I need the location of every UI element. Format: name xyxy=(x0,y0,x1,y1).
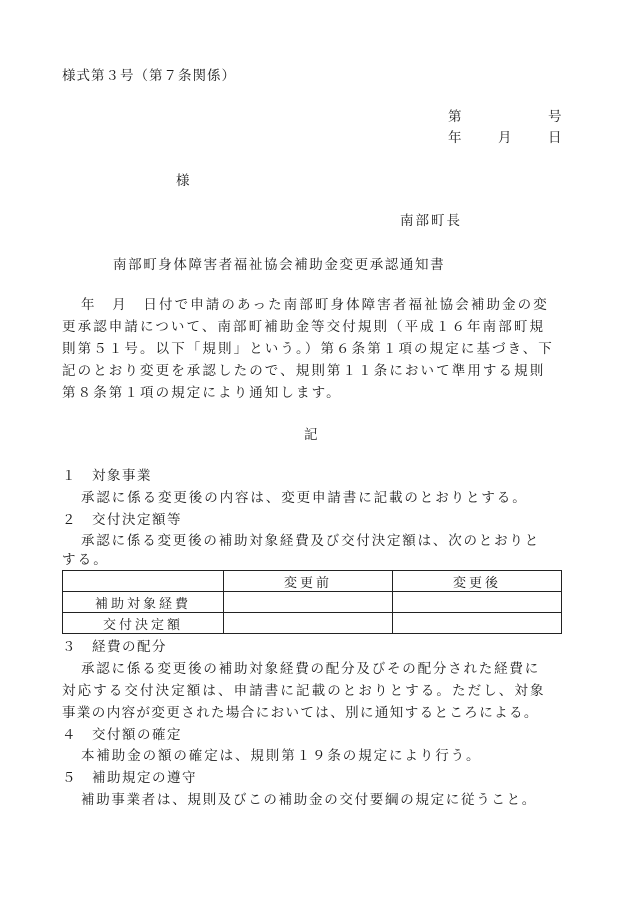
section-line: 対応する交付決定額は、申請書に記載のとおりとする。ただし、対象 xyxy=(62,683,546,699)
date-month: 月 xyxy=(498,130,513,146)
section-heading: ３ 経費の配分 xyxy=(62,639,167,655)
intro-line: 記のとおり変更を承認したので、規則第１１条において準用する規則 xyxy=(62,363,546,379)
issuer: 南部町長 xyxy=(400,213,462,229)
document-number-suffix: 号 xyxy=(548,109,563,125)
table-header-cell xyxy=(63,571,224,592)
section-line: 本補助金の額の確定は、規則第１９条の規定により行う。 xyxy=(81,748,482,764)
section-line: 補助事業者は、規則及びこの補助金の交付要綱の規定に従うこと。 xyxy=(81,792,537,808)
form-label: 様式第３号（第７条関係） xyxy=(62,68,236,84)
intro-line: 則第５１号。以下「規則」という。）第６条第１項の規定に基づき、下 xyxy=(62,341,554,357)
table-cell xyxy=(224,592,393,613)
recipient-suffix: 様 xyxy=(176,173,191,189)
table-row-label: 交付決定額 xyxy=(63,613,224,634)
intro-line: 年 月 日付で申請のあった南部町身体障害者福祉協会補助金の変 xyxy=(81,297,549,313)
table-header-cell: 変更前 xyxy=(224,571,393,592)
section-heading: ２ 交付決定額等 xyxy=(62,512,182,528)
amount-table xyxy=(62,570,562,634)
section-heading: ４ 交付額の確定 xyxy=(62,727,182,743)
document-number-prefix: 第 xyxy=(448,109,463,125)
table-cell xyxy=(393,613,562,634)
intro-line: 更承認申請について、南部町補助金等交付規則（平成１６年南部町規 xyxy=(62,319,546,335)
ki-marker: 記 xyxy=(304,427,319,443)
section-heading: ５ 補助規定の遵守 xyxy=(62,770,197,786)
date-day: 日 xyxy=(548,130,563,146)
intro-line: 第８条第１項の規定により通知します。 xyxy=(62,385,342,401)
table-header-cell: 変更後 xyxy=(393,571,562,592)
table-row xyxy=(63,613,562,634)
section-heading: １ 対象事業 xyxy=(62,468,152,484)
table-cell xyxy=(224,613,393,634)
document-title: 南部町身体障害者福祉協会補助金変更承認通知書 xyxy=(113,257,446,273)
date-year: 年 xyxy=(448,130,463,146)
section-line: 承認に係る変更後の補助対象経費の配分及びその配分された経費に xyxy=(81,661,540,677)
section-line: 事業の内容が変更された場合においては、別に通知するところによる。 xyxy=(62,705,539,721)
table-row-label: 補助対象経費 xyxy=(63,592,224,613)
table-row xyxy=(63,592,562,613)
section-line: 承認に係る変更後の内容は、変更申請書に記載のとおりとする。 xyxy=(81,490,528,506)
section-line: 承認に係る変更後の補助対象経費及び交付決定額は、次のとおりと xyxy=(81,533,540,549)
table-row xyxy=(63,571,562,592)
section-line: する。 xyxy=(62,552,109,568)
table-cell xyxy=(393,592,562,613)
